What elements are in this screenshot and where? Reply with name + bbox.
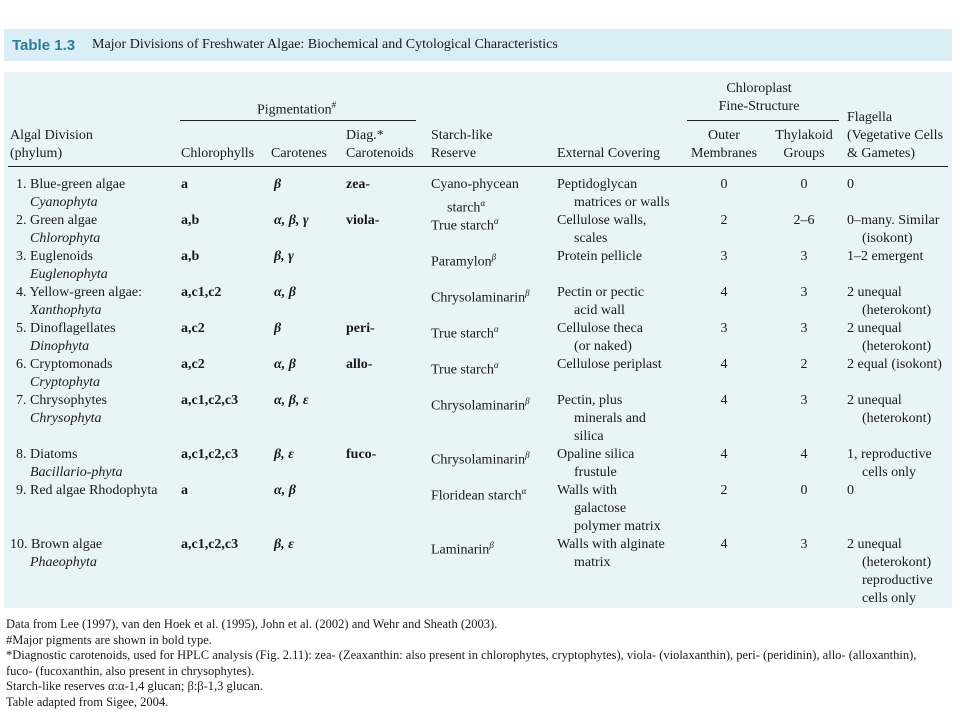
covering-line: (or naked)	[574, 339, 632, 354]
flagella-line: (isokont)	[862, 231, 913, 246]
thylakoid-groups-cell: 2	[800, 357, 808, 372]
thylakoid-groups-cell: 2–6	[793, 213, 815, 228]
carotenes-cell: α, β, γ	[274, 213, 309, 228]
header-rule-pigmentation	[180, 120, 416, 121]
thylakoid-groups-cell: 0	[800, 177, 808, 192]
outer-membranes-cell: 4	[720, 447, 728, 462]
header-division-2: (phylum)	[10, 146, 63, 161]
division-latin: Chlorophyta	[30, 231, 101, 246]
carotenes-cell: α, β	[274, 357, 296, 372]
flagella-line: 2 unequal	[847, 537, 902, 552]
header-division-1: Algal Division	[10, 128, 93, 143]
header-pigmentation: Pigmentation#	[257, 100, 337, 118]
outer-membranes-cell: 4	[720, 537, 728, 552]
covering-line: Protein pellicle	[557, 249, 643, 264]
header-flagella-1: Flagella	[847, 110, 893, 125]
covering-line: Pectin or pectic	[557, 285, 645, 300]
diag-carotenoid-cell: viola-	[346, 213, 380, 228]
division-name: 7. Chrysophytes	[16, 393, 107, 408]
header-outer-2: Membranes	[690, 146, 758, 161]
header-thylakoid-2: Groups	[783, 146, 825, 161]
division-latin: Euglenophyta	[30, 267, 108, 282]
division-latin: Phaeophyta	[30, 555, 97, 570]
carotenes-cell: α, β, ε	[274, 393, 309, 408]
outer-membranes-cell: 4	[720, 285, 728, 300]
outer-membranes-cell: 4	[720, 393, 728, 408]
carotenes-cell: α, β	[274, 483, 296, 498]
division-latin: Xanthophyta	[30, 303, 102, 318]
division-name: 5. Dinoflagellates	[16, 321, 116, 336]
outer-membranes-cell: 0	[720, 177, 728, 192]
header-starch-2: Reserve	[431, 146, 477, 161]
covering-line: Peptidoglycan	[557, 177, 638, 192]
division-latin: Chrysophyta	[30, 411, 102, 426]
outer-membranes-cell: 2	[720, 213, 728, 228]
footnote-carotenoids: *Diagnostic carotenoids, used for HPLC analysis (Fig. 2.11): zea- (Zeaxanthin: also present in chlorophytes, cryptophytes), viola- (violaxanthin), peri- (peridinin), allo- (alloxanthin),	[6, 648, 917, 662]
reserve-line: Paramylon$^\beta$	[431, 252, 497, 270]
footnote-starch: Starch-like reserves α:α-1,4 glucan; β:β-1,3 glucan.	[6, 679, 263, 693]
division-name: 2. Green algae	[16, 213, 98, 228]
chlorophylls-cell: a,c1,c2	[181, 285, 222, 300]
flagella-line: cells only	[862, 465, 917, 480]
carotenes-cell: β, ε	[274, 537, 294, 552]
division-name: 1. Blue-green algae	[16, 177, 126, 192]
reserve-line: Floridean starch$^\alpha$	[431, 486, 527, 504]
header-bottom-rule	[8, 166, 948, 167]
thylakoid-groups-cell: 3	[800, 393, 808, 408]
chlorophylls-cell: a,b	[181, 213, 200, 228]
covering-line: frustule	[574, 465, 617, 480]
header-rule-chloroplast	[687, 120, 839, 121]
thylakoid-groups-cell: 3	[800, 537, 808, 552]
reserve-line: starch$^\alpha$	[447, 198, 486, 216]
data-table	[4, 72, 952, 608]
division-name: 9. Red algae Rhodophyta	[16, 483, 158, 498]
diag-carotenoid-cell: fuco-	[346, 447, 377, 462]
covering-line: galactose	[574, 501, 627, 516]
carotenes-cell: β, γ	[274, 249, 294, 264]
flagella-line: 2 unequal	[847, 321, 902, 336]
flagella-line: (heterokont)	[862, 555, 932, 570]
flagella-line: 2 unequal	[847, 285, 902, 300]
carotenes-cell: β, ε	[274, 447, 294, 462]
covering-line: Opaline silica	[557, 447, 635, 462]
diag-carotenoid-cell: allo-	[346, 357, 373, 372]
covering-line: Cellulose theca	[557, 321, 643, 336]
flagella-line: cells only	[862, 591, 917, 606]
table-title: Major Divisions of Freshwater Algae: Biochemical and Cytological Characteristics	[92, 37, 558, 52]
reserve-line: True starch$^\alpha$	[431, 324, 499, 342]
flagella-line: 1, reproductive	[847, 447, 932, 462]
reserve-line: Chrysolaminarin$^\beta$	[431, 450, 530, 468]
covering-line: matrices or walls	[574, 195, 670, 210]
outer-membranes-cell: 2	[720, 483, 728, 498]
reserve-line: Laminarin$^\beta$	[431, 540, 494, 558]
chlorophylls-cell: a,c1,c2,c3	[181, 393, 239, 408]
header-covering: External Covering	[557, 146, 661, 161]
flagella-line: 1–2 emergent	[847, 249, 924, 264]
division-latin: Bacillario-phyta	[30, 465, 123, 480]
division-name: 6. Cryptomonads	[16, 357, 113, 372]
header-chloroplast-1: Chloroplast	[726, 81, 792, 96]
footnote-carotenoids-cont: fuco- (fucoxanthin, also present in chrysophytes).	[6, 663, 255, 678]
carotenes-cell: β	[274, 177, 282, 192]
header-outer-1: Outer	[708, 128, 740, 143]
header-chlorophylls: Chlorophylls	[181, 146, 255, 161]
reserve-line: Cyano-phycean	[431, 177, 519, 192]
chlorophylls-cell: a,c1,c2,c3	[181, 537, 239, 552]
header-diag-1: Diag.*	[346, 128, 384, 143]
carotenes-cell: β	[274, 321, 282, 336]
covering-line: silica	[574, 429, 604, 444]
outer-membranes-cell: 3	[720, 249, 728, 264]
flagella-line: (heterokont)	[862, 339, 932, 354]
thylakoid-groups-cell: 3	[800, 321, 808, 336]
covering-line: minerals and	[574, 411, 646, 426]
flagella-line: (heterokont)	[862, 411, 932, 426]
table-title-bar	[4, 29, 952, 61]
flagella-line: 0	[847, 483, 854, 498]
header-flagella-2: (Vegetative Cells	[847, 128, 944, 143]
thylakoid-groups-cell: 3	[800, 249, 808, 264]
covering-line: acid wall	[574, 303, 625, 318]
chlorophylls-cell: a,c2	[181, 321, 205, 336]
flagella-line: 0	[847, 177, 854, 192]
flagella-line: 2 unequal	[847, 393, 902, 408]
diag-carotenoid-cell: peri-	[346, 321, 375, 336]
thylakoid-groups-cell: 0	[800, 483, 808, 498]
division-name: 10. Brown algae	[10, 537, 103, 552]
covering-line: Cellulose walls,	[557, 213, 647, 228]
footnote-adapted: Table adapted from Sigee, 2004.	[6, 694, 169, 709]
thylakoid-groups-cell: 4	[800, 447, 808, 462]
chlorophylls-cell: a	[181, 483, 188, 498]
flagella-line: reproductive	[862, 573, 933, 588]
covering-line: polymer matrix	[574, 519, 661, 534]
table-number: Table 1.3	[12, 36, 76, 54]
division-name: 3. Euglenoids	[16, 249, 93, 264]
covering-line: scales	[574, 231, 608, 246]
chlorophylls-cell: a,b	[181, 249, 200, 264]
covering-line: Cellulose periplast	[557, 357, 662, 372]
header-carotenes: Carotenes	[271, 146, 327, 161]
header-diag-2: Carotenoids	[346, 146, 414, 161]
covering-line: Walls with alginate	[557, 537, 665, 552]
footnote-sources: Data from Lee (1997), van den Hoek et al. (1995), John et al. (2002) and Wehr and Sheath (2003).	[6, 617, 498, 631]
carotenes-cell: α, β	[274, 285, 296, 300]
footnote-pigments: #Major pigments are shown in bold type.	[6, 632, 212, 647]
flagella-line: 2 equal (isokont)	[847, 357, 942, 372]
flagella-line: (heterokont)	[862, 303, 932, 318]
header-flagella-3: & Gametes)	[847, 146, 916, 161]
chlorophylls-cell: a	[181, 177, 188, 192]
chlorophylls-cell: a,c1,c2,c3	[181, 447, 239, 462]
header-chloroplast-2: Fine-Structure	[718, 99, 800, 114]
diag-carotenoid-cell: zea-	[346, 177, 371, 192]
division-name: 8. Diatoms	[16, 447, 78, 462]
header-thylakoid-1: Thylakoid	[775, 128, 833, 143]
reserve-line: Chrysolaminarin$^\beta$	[431, 288, 530, 306]
chlorophylls-cell: a,c2	[181, 357, 205, 372]
reserve-line: True starch$^\alpha$	[431, 216, 499, 234]
table-footnotes	[6, 617, 916, 710]
division-name: 4. Yellow-green algae:	[16, 285, 142, 300]
thylakoid-groups-cell: 3	[800, 285, 808, 300]
division-latin: Dinophyta	[30, 339, 90, 354]
reserve-line: True starch$^\alpha$	[431, 360, 499, 378]
covering-line: Walls with	[557, 483, 617, 498]
covering-line: Pectin, plus	[557, 393, 623, 408]
flagella-line: 0–many. Similar	[847, 213, 940, 228]
header-starch-1: Starch-like	[431, 128, 493, 143]
outer-membranes-cell: 3	[720, 321, 728, 336]
division-latin: Cyanophyta	[30, 195, 98, 210]
reserve-line: Chrysolaminarin$^\beta$	[431, 396, 530, 414]
covering-line: matrix	[574, 555, 611, 570]
outer-membranes-cell: 4	[720, 357, 728, 372]
division-latin: Cryptophyta	[30, 375, 100, 390]
